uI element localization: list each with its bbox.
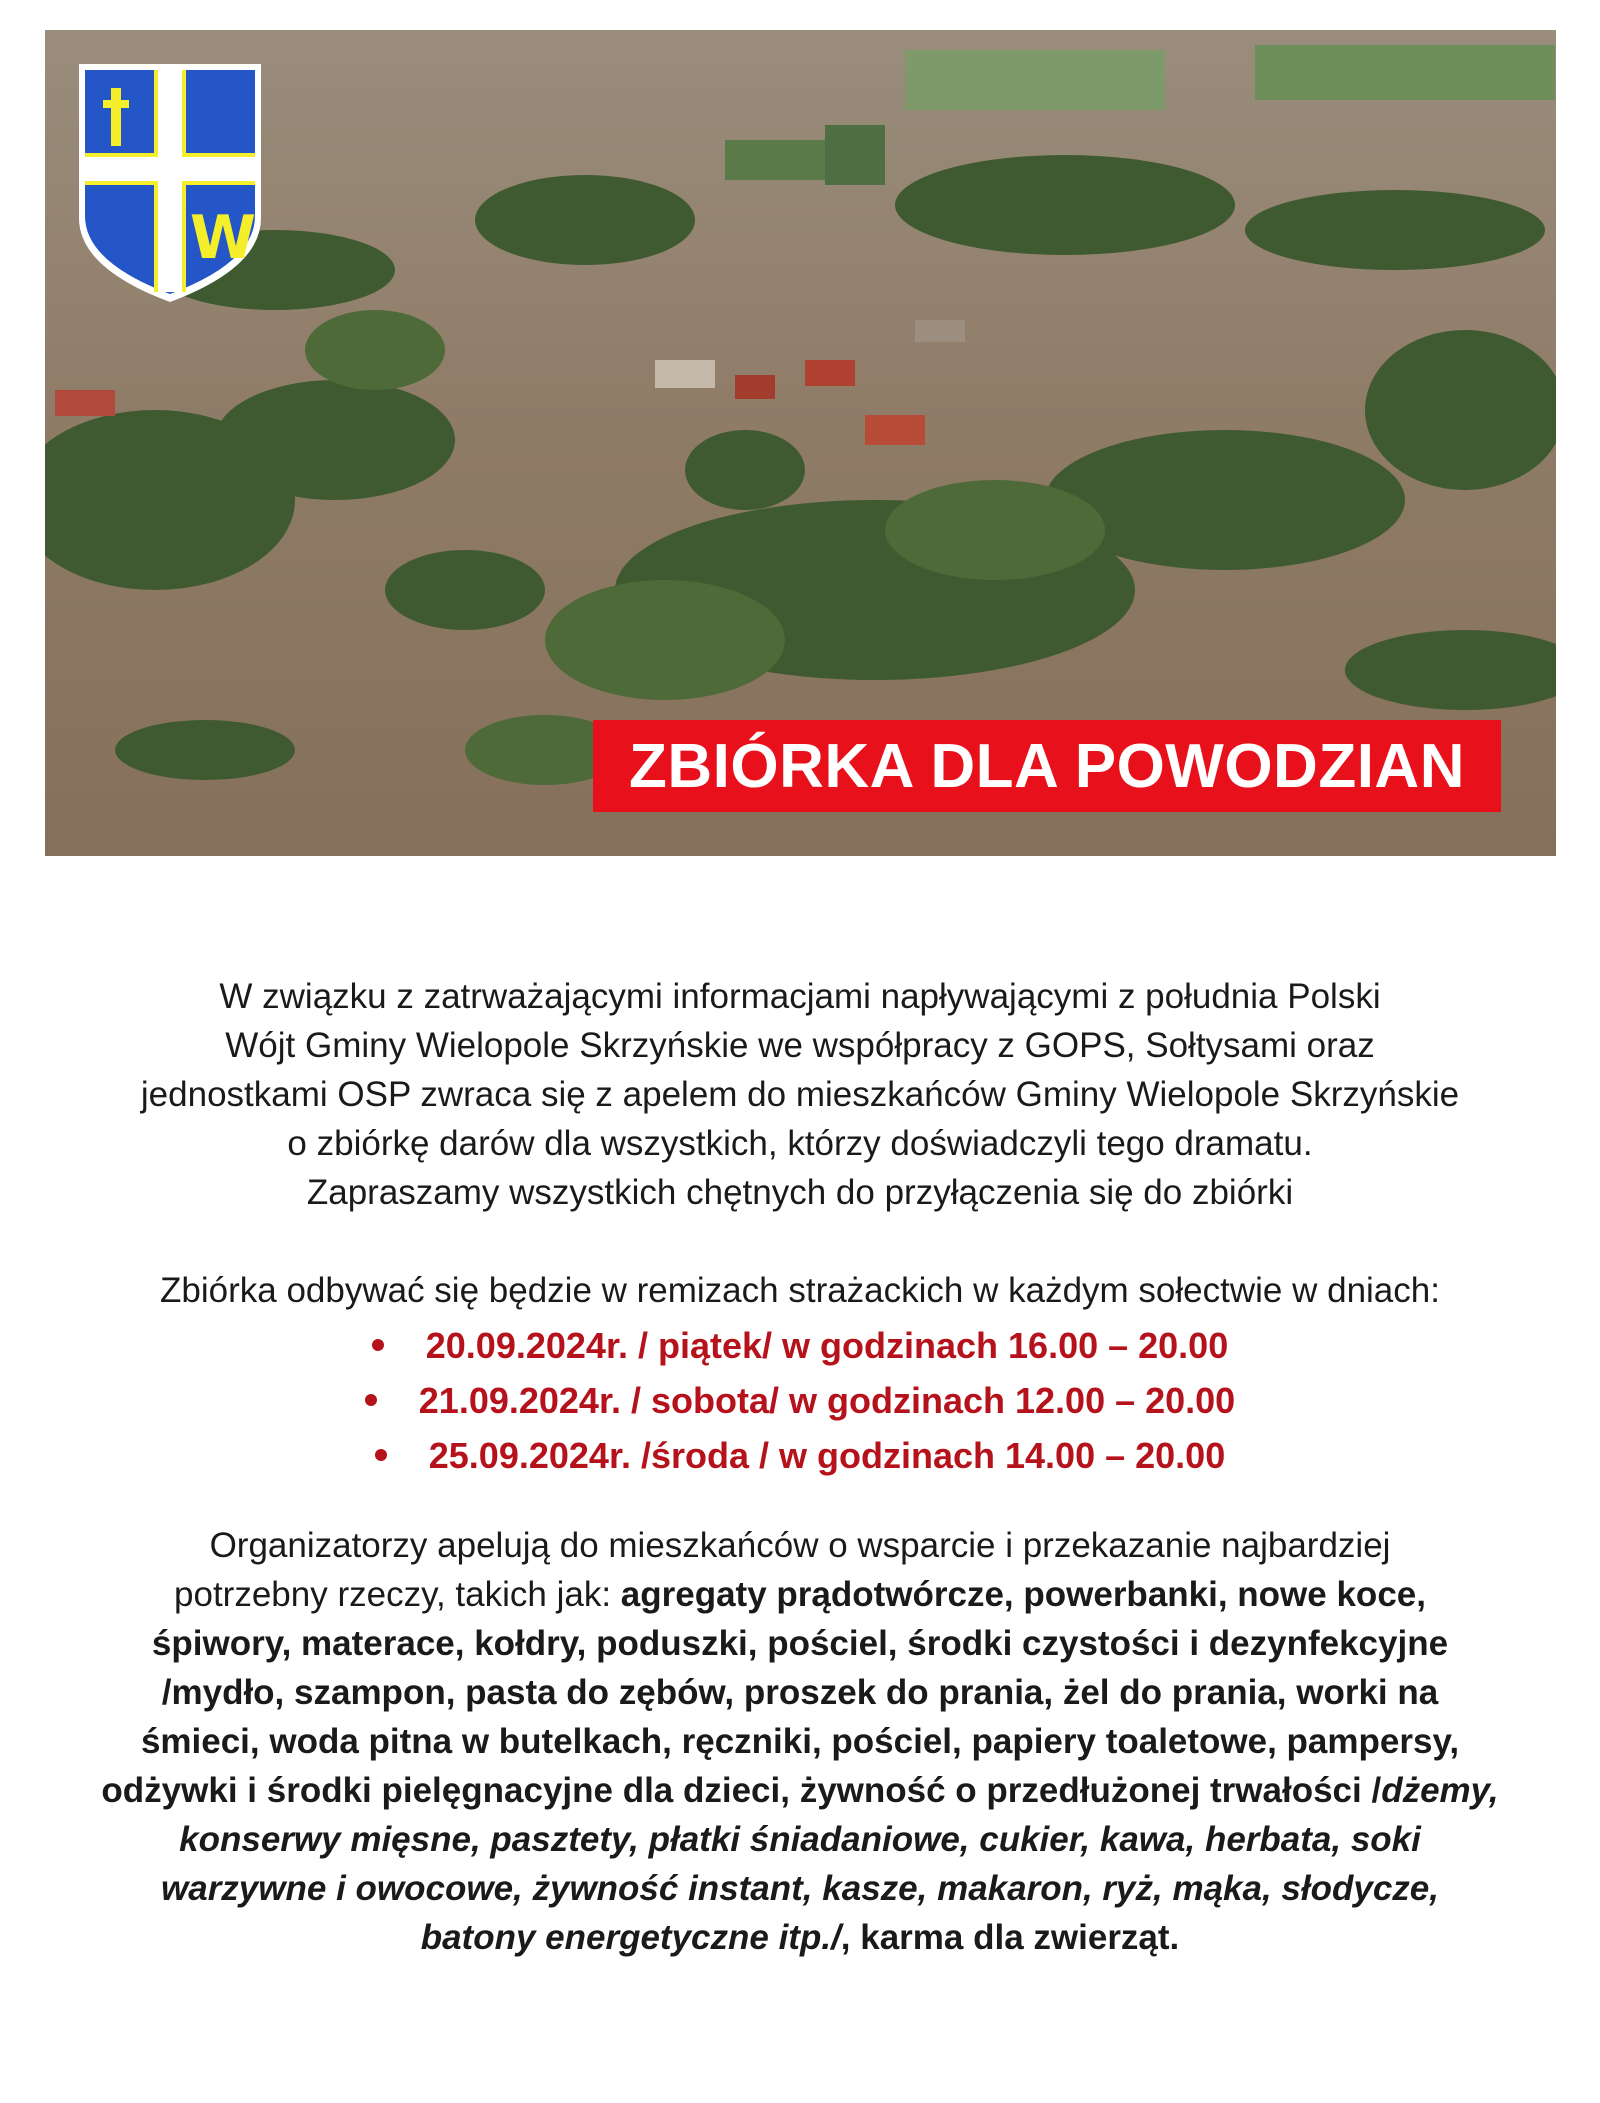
appeal-items: , karma dla zwierząt. [840, 1918, 1180, 1957]
date-text: 21.09.2024r. / sobota/ w godzinach 12.00 – 20.00 [418, 1380, 1236, 1421]
date-item [40, 1428, 1560, 1483]
dates-list [40, 1318, 1560, 1483]
intro-line: o zbiórkę darów dla wszystkich, którzy doświadczyli tego dramatu. [287, 1124, 1313, 1163]
appeal-items: agregaty prądotwórcze, powerbanki, nowe koce, [620, 1575, 1426, 1614]
appeal-paragraph [40, 1521, 1560, 1962]
appeal-line: Organizatorzy apelują do mieszkańców o wsparcie i przekazanie najbardziej [209, 1526, 1391, 1565]
appeal-line: konserwy mięsne, pasztety, płatki śniadaniowe, cukier, kawa, herbata, soki [179, 1820, 1421, 1859]
banner-title: ZBIÓRKA DLA POWODZIAN [593, 720, 1501, 812]
appeal-line [40, 1570, 1560, 1619]
bullet-icon [372, 1339, 384, 1351]
intro-line: jednostkami OSP zwraca się z apelem do mieszkańców Gminy Wielopole Skrzyńskie [140, 1075, 1460, 1114]
appeal-text: potrzebny rzeczy, takich jak: [174, 1575, 621, 1614]
appeal-line: śpiwory, materace, kołdry, poduszki, pościel, środki czystości i dezynfekcyjne [151, 1624, 1449, 1663]
coat-of-arms-icon [73, 58, 267, 308]
schedule-section [40, 1266, 1560, 1483]
appeal-food-items: batony energetyczne itp./ [420, 1918, 841, 1957]
bullet-icon [365, 1394, 377, 1406]
intro-line: Zapraszamy wszystkich chętnych do przyłączenia się do zbiórki [306, 1173, 1294, 1212]
flood-photo [45, 30, 1556, 856]
appeal-line: śmieci, woda pitna w butelkach, ręczniki, pościel, papiery toaletowe, pampersy, [140, 1722, 1460, 1761]
date-text: 20.09.2024r. / piątek/ w godzinach 16.00 – 20.00 [425, 1325, 1229, 1366]
intro-paragraph [40, 972, 1560, 1217]
announcement-body [40, 972, 1560, 1962]
appeal-line [40, 1766, 1560, 1815]
appeal-line [40, 1913, 1560, 1962]
schedule-lead: Zbiórka odbywać się będzie w remizach strażackich w każdym sołectwie w dniach: [160, 1271, 1440, 1310]
appeal-line: warzywne i owocowe, żywność instant, kasze, makaron, ryż, mąka, słodycze, [161, 1869, 1439, 1908]
intro-line: W związku z zatrważającymi informacjami napływającymi z południa Polski [219, 977, 1381, 1016]
date-item [40, 1318, 1560, 1373]
appeal-items: odżywki i środki pielęgnacyjne dla dzieci, żywność o przedłużonej trwałości / [101, 1771, 1382, 1810]
intro-line: Wójt Gminy Wielopole Skrzyńskie we współpracy z GOPS, Sołtysami oraz [225, 1026, 1375, 1065]
date-text: 25.09.2024r. /środa / w godzinach 14.00 – 20.00 [428, 1435, 1226, 1476]
appeal-food-items: dżemy, [1381, 1771, 1499, 1810]
bullet-icon [375, 1449, 387, 1461]
date-item [40, 1373, 1560, 1428]
appeal-line: /mydło, szampon, pasta do zębów, proszek do prania, żel do prania, worki na [161, 1673, 1439, 1712]
crest-letter: W [189, 203, 257, 273]
